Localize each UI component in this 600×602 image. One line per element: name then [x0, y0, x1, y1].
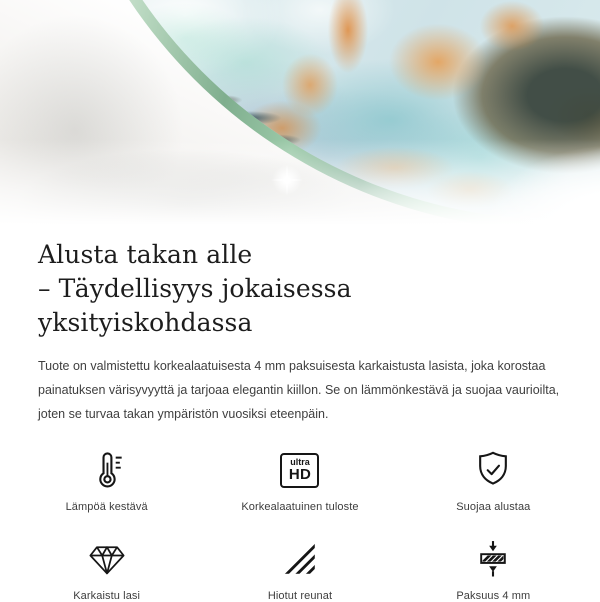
- feature-polished-edges: [203, 537, 396, 602]
- shield-check-icon: [471, 448, 515, 492]
- thermometer-icon: [85, 448, 129, 492]
- feature-tempered-glass: [10, 537, 203, 602]
- feature-grid: [10, 448, 590, 602]
- feature-heat-resistant: [10, 448, 203, 513]
- ultra-hd-icon-text-bottom: HD: [288, 466, 312, 483]
- feature-label: Karkaistu lasi: [73, 590, 141, 602]
- product-description-text: Tuote on valmistettu korkealaatuisesta 4 mm paksuisesta karkaistusta lasista, joka korostaa painatuksen värisyvyyttä ja tarjoaa elegantin kiillon. Se on lämmönkestävä ja suojaa vaurioilta, joten se turvaa takan ympäristön vuosiksi eteenpäin.: [38, 359, 560, 421]
- ultra-hd-icon-text-top: ultra: [290, 457, 310, 467]
- feature-label: Lämpöä kestävä: [65, 501, 148, 513]
- feature-label: Hiotut reunat: [267, 590, 333, 602]
- diamond-icon: [86, 537, 128, 581]
- thickness-icon: [472, 537, 514, 581]
- product-image: [0, 0, 600, 232]
- feature-label: Suojaa alustaa: [456, 501, 531, 513]
- feature-label: Korkealaatuinen tuloste: [241, 501, 359, 513]
- sparkle-highlight: [271, 164, 303, 196]
- ultra-hd-icon: [280, 448, 319, 492]
- page-title-line2: – Täydellisyys jokaisessa yksityiskohdassa: [38, 274, 352, 337]
- page-title: [38, 238, 562, 340]
- feature-label: Paksuus 4 mm: [456, 590, 531, 602]
- page-title-line1: Alusta takan alle: [38, 240, 253, 269]
- feature-thickness: [397, 537, 590, 602]
- polished-edges-icon: [279, 537, 321, 581]
- description-section: [0, 238, 600, 602]
- feature-protects-base: [397, 448, 590, 513]
- feature-print-quality: [203, 448, 396, 513]
